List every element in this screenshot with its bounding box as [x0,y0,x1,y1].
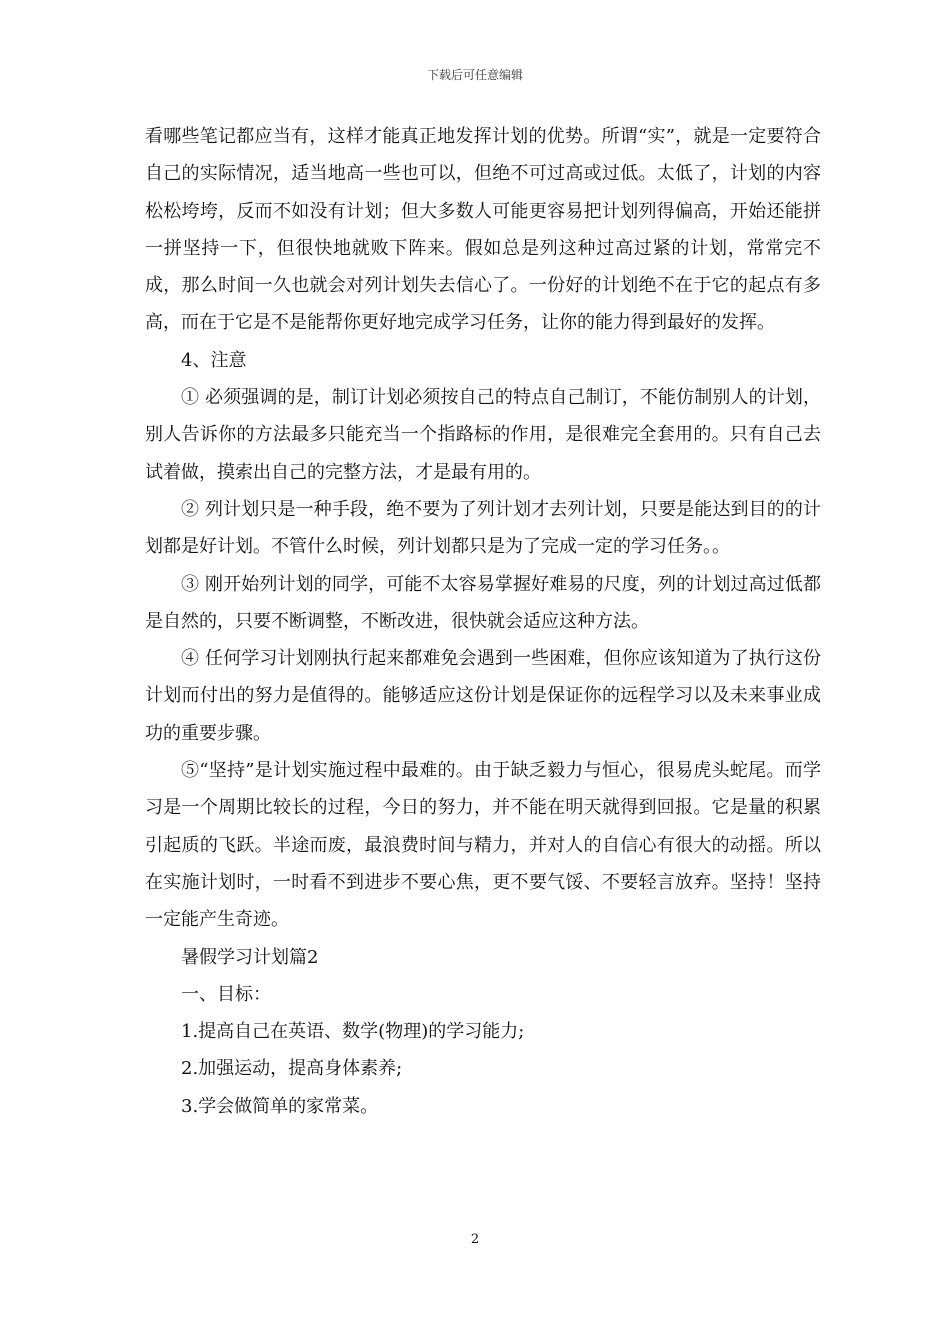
goal-item-3: 3.学会做简单的家常菜。 [181,1095,379,1117]
goal-item-1: 1.提高自己在英语、数学(物理)的学习能力; [181,1021,525,1043]
document-body [145,118,821,1125]
page-header: 下载后可任意编辑 [426,68,523,82]
article-title-part-2: 暑假学习计划篇2 [181,946,319,968]
note-item-3: ③ 刚开始列计划的同学，可能不太容易掌握好难易的尺度，列的计划过高过低都是自然的，只要不断调整，不断改进，很快就会适应这种方法。 [145,573,821,632]
note-item-2: ② 列计划只是一种手段，绝不要为了列计划才去列计划，只要是能达到目的的计划都是好计划。不管什么时候，列计划都只是为了完成一定的学习任务。。 [145,498,821,558]
goal-item-2: 2.加强运动，提高身体素养; [181,1058,403,1080]
section-heading-goals: 一、目标： [181,983,271,1005]
note-item-4: ④ 任何学习计划刚执行起来都难免会遇到一些困难，但你应该知道为了执行这份计划而付出的努力是值得的。能够适应这份计划是保证你的远程学习以及未来事业成功的重要步骤。 [145,648,821,744]
paragraph-continuation: 看哪些笔记都应当有，这样才能真正地发挥计划的优势。所谓“实”，就是一定要符合自己的实际情况，适当地高一些也可以，但绝不可过高或过低。太低了，计划的内容松松垮垮，反而不如没有计划；但大多数人可能更容易把计划列得偏高，开始还能拼一拼坚持一下，但很快地就败下阵来。假如总是列这种过高过紧的计划，常常完不成，那么时间一久也就会对列计划失去信心了。一份好的计划绝不在于它的起点有多高，而在于它是不是能帮你更好地完成学习任务，让你的能力得到最好的发挥。 [145,126,821,334]
page-number: 2 [470,1232,480,1247]
note-item-5: ⑤“坚持”是计划实施过程中最难的。由于缺乏毅力与恒心，很易虎头蛇尾。而学习是一个周期比较长的过程，今日的努力，并不能在明天就得到回报。它是量的积累引起质的飞跃。半途而废，最浪费时间与精力，并对人的自信心有很大的动摇。所以在实施计划时，一时看不到进步不要心焦，更不要气馁、不要轻言放弃。坚持！坚持一定能产生奇迹。 [145,760,821,931]
note-item-1: ① 必须强调的是，制订计划必须按自己的特点自己制订，不能仿制别人的计划，别人告诉你的方法最多只能充当一个指路标的作用，是很难完全套用的。只有自己去试着做，摸索出自己的完整方法，才是最有用的。 [145,387,821,483]
section-heading-notes: 4、注意 [181,349,247,371]
